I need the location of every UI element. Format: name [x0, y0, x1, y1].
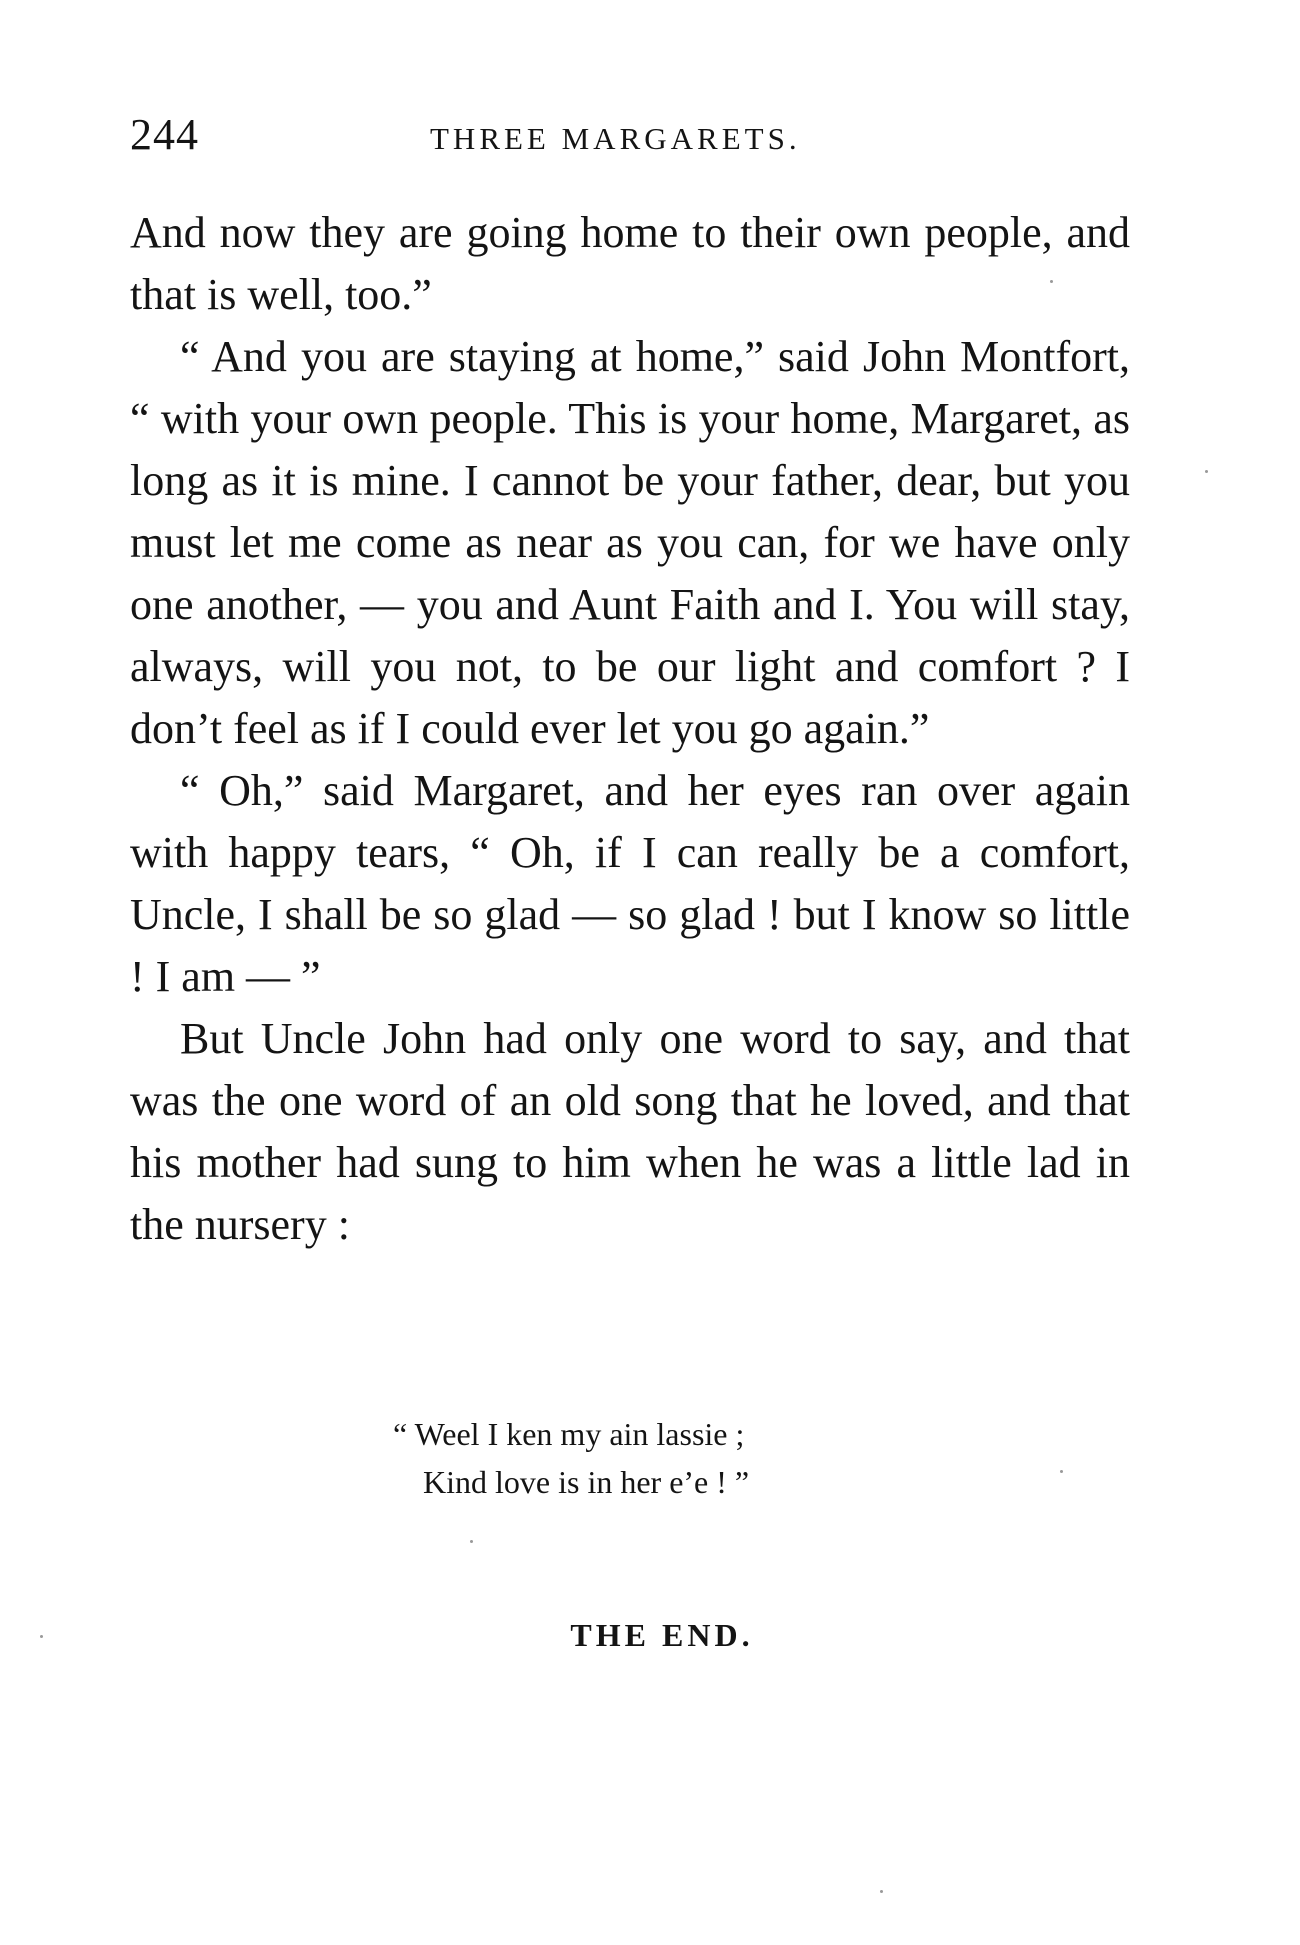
running-title: THREE MARGARETS.	[430, 121, 801, 156]
paper-speck	[40, 1635, 43, 1638]
the-end-label	[0, 1617, 1300, 1654]
poem-line: Kind love is in her e’e ! ”	[423, 1464, 750, 1500]
page-number: 244	[130, 110, 199, 159]
paper-speck	[470, 1540, 473, 1543]
poem-quote	[0, 1410, 1300, 1506]
body-text	[130, 202, 1130, 1256]
paper-speck	[1060, 1470, 1063, 1473]
paragraph-john-montfort: “ And you are staying at home,” said John Montfort, “ with your own people. This is your home, Margaret, as long as it is mine. I cannot be your father, dear, but you must let me come as near as you can, for we have only one another, — you and Aunt Faith and I. You will stay, always, will you not, to be our light and comfort ? I don’t feel as if I could ever let you go again.”	[130, 332, 1130, 753]
page-header	[130, 105, 1130, 165]
paper-speck	[1050, 280, 1053, 283]
paper-speck	[880, 1890, 883, 1893]
paragraph-continuation: And now they are going home to their own people, and that is well, too.”	[130, 208, 1130, 319]
paper-speck	[1205, 470, 1208, 473]
the-end-text: THE END.	[570, 1617, 754, 1653]
paragraph-uncle-john: But Uncle John had only one word to say, and that was the one word of an old song that he loved, and that his mother had sung to him when he was a little lad in the nursery :	[130, 1014, 1130, 1249]
poem-line: “ Weel I ken my ain lassie ;	[393, 1416, 745, 1452]
paragraph-margaret-reply: “ Oh,” said Margaret, and her eyes ran over again with happy tears, “ Oh, if I can really be a comfort, Uncle, I shall be so glad — so glad ! but I know so little ! I am — ”	[130, 766, 1130, 1001]
